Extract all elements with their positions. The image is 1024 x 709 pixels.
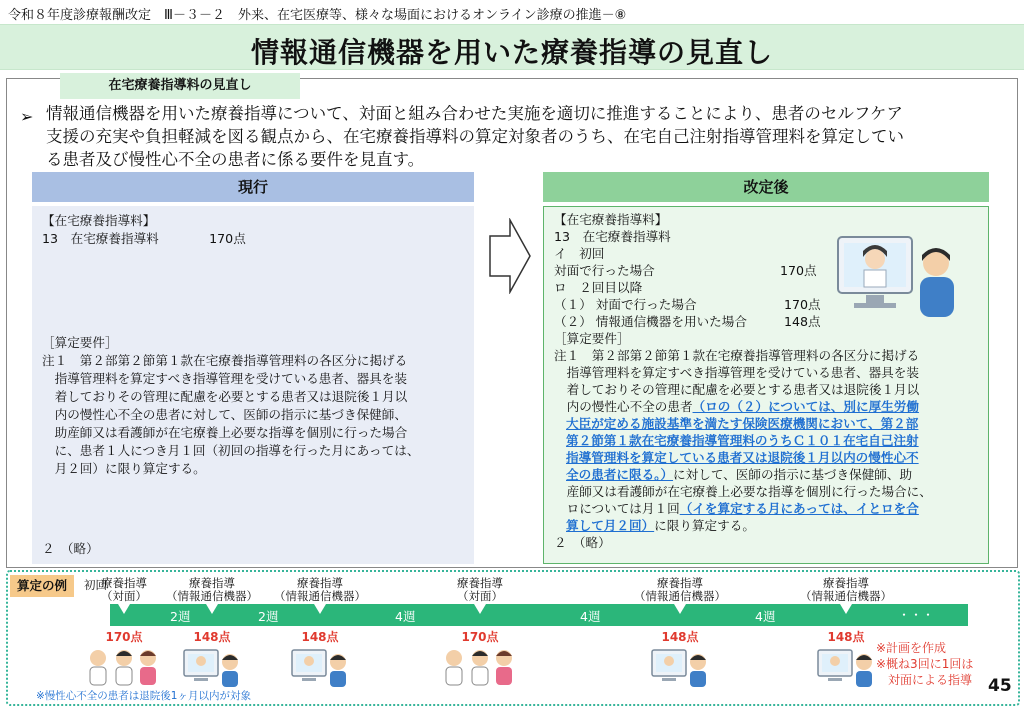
stop-marker xyxy=(314,604,326,614)
revised-line: 着しておりその管理に配慮を必要とする患者又は退院後１月以 xyxy=(554,382,920,397)
revised-line: （１） 対面で行った場合 xyxy=(554,297,697,312)
stop-label xyxy=(166,577,258,603)
stop-marker xyxy=(474,604,486,614)
revised-points: 170点 xyxy=(780,263,817,278)
revised-line: ２ （略） xyxy=(554,535,611,550)
revised-text: に限り算定する。 xyxy=(654,518,755,533)
current-line: 13 在宅療養指導料 170点 xyxy=(42,231,246,246)
interval-label: 2週 xyxy=(258,609,279,624)
stop-points: 148点 xyxy=(301,630,339,644)
stop-marker xyxy=(118,604,130,614)
current-line: 内の慢性心不全の患者に対して、医師の指示に基づき保健師、 xyxy=(42,407,407,422)
note-heart-failure: ※慢性心不全の患者は退院後1ヶ月以内が対象 xyxy=(36,690,251,702)
stop-points: 170点 xyxy=(105,630,143,644)
revised-line: ロ ２回目以降 xyxy=(554,280,643,295)
page-number: 45 xyxy=(988,676,1012,696)
current-line: 助産師又は看護師が在宅療養上必要な指導を個別に行った場合 xyxy=(42,425,408,440)
stop-type: 療養指導 xyxy=(457,576,503,590)
stop-label xyxy=(274,577,366,603)
current-line: 【在宅療養指導料】 xyxy=(42,213,156,228)
interval-label: 4週 xyxy=(395,609,416,624)
stop-type: 療養指導 xyxy=(101,576,147,590)
page-title: 情報通信機器を用いた療養指導の見直し xyxy=(250,36,773,69)
revised-highlight: 第２節第１款在宅療養指導管理料のうちＣ１０１在宅自己注射 xyxy=(566,433,919,448)
current-line: ［算定要件］ xyxy=(42,335,118,350)
revised-line xyxy=(566,517,755,534)
note-line: ※計画を作成 xyxy=(876,641,947,655)
revised-highlight: 大臣が定める施設基準を満たす保険医療機関において、第２部 xyxy=(566,416,919,431)
stop-mode: （情報通信機器） xyxy=(634,589,726,603)
note-line: 対面による指導 xyxy=(876,673,973,687)
stop-marker xyxy=(674,604,686,614)
stop-points: 148点 xyxy=(827,630,865,644)
intro-paragraph xyxy=(46,102,1006,171)
revised-heading: 改定後 xyxy=(543,172,989,202)
start-label: 初回 xyxy=(84,578,107,592)
revised-line xyxy=(554,500,919,517)
stop-mode: （情報通信機器） xyxy=(274,589,366,603)
interval-label: 4週 xyxy=(755,609,776,624)
revised-panel xyxy=(543,206,989,564)
stop-type: 療養指導 xyxy=(657,576,703,590)
revised-line: 産師又は看護師が在宅療養上必要な指導を個別に行った場合に、 xyxy=(554,484,932,499)
current-line: に、患者１人につき月１回（初回の指導を行った月にあっては、 xyxy=(42,443,420,458)
revised-text: ロについては月１回 xyxy=(554,501,680,516)
slide-caption: 令和８年度診療報酬改定 Ⅲ－３－２ 外来、在宅医療等、様々な場面におけるオンライン診療の推進－⑧ xyxy=(8,8,627,23)
interval-label: 4週 xyxy=(580,609,601,624)
current-panel xyxy=(32,206,474,564)
revised-line: 注１ 第２部第２節第１款在宅療養指導管理料の各区分に掲げる xyxy=(554,348,920,363)
revised-line: ［算定要件］ xyxy=(554,331,630,346)
online-visit-illustration xyxy=(816,646,876,688)
stop-marker xyxy=(840,604,852,614)
stop-label xyxy=(457,577,503,603)
current-line: 指導管理料を算定すべき指導管理を受けている患者、器具を装 xyxy=(42,371,407,386)
online-visit-illustration xyxy=(182,646,242,688)
stop-points: 148点 xyxy=(193,630,231,644)
current-line: 注１ 第２部第２節第１款在宅療養指導管理料の各区分に掲げる xyxy=(42,353,408,368)
current-heading: 現行 xyxy=(32,172,474,202)
current-line: 月２回）に限り算定する。 xyxy=(42,461,206,476)
example-tag: 算定の例 xyxy=(10,575,74,597)
revised-highlight: 算して月２回） xyxy=(566,518,655,533)
revised-highlight: （イを算定する月にあっては、イとロを合 xyxy=(679,501,919,516)
revised-text: 内の慢性心不全の患者 xyxy=(554,399,693,414)
stop-mode: （情報通信機器） xyxy=(800,589,892,603)
intro-line: 支援の充実や負担軽減を図る観点から、在宅療養指導料の算定対象者のうち、在宅自己注射指導管理料を算定してい xyxy=(46,127,904,146)
current-line: 着しておりその管理に配慮を必要とする患者又は退院後１月以 xyxy=(42,389,408,404)
stop-marker xyxy=(206,604,218,614)
stop-label xyxy=(634,577,726,603)
revised-line: 【在宅療養指導料】 xyxy=(554,212,668,227)
right-arrow-icon xyxy=(488,218,532,294)
revised-highlight: 全の患者に限る。） xyxy=(566,467,674,482)
online-visit-illustration xyxy=(650,646,710,688)
online-visit-illustration xyxy=(290,646,350,688)
stop-mode: （情報通信機器） xyxy=(166,589,258,603)
note-line: ※概ね3回に1回は xyxy=(876,657,974,671)
revised-line: 13 在宅療養指導料 xyxy=(554,229,671,244)
in-person-visit-illustration xyxy=(84,646,164,688)
revised-points: 170点 xyxy=(784,297,821,312)
bullet-icon: ➢ xyxy=(20,107,34,126)
current-line: ２ （略） xyxy=(42,541,99,556)
revised-highlight: 指導管理料を算定している患者又は退院後１月以内の慢性心不 xyxy=(566,450,919,465)
stop-mode: （対面） xyxy=(101,589,147,603)
stop-mode: （対面） xyxy=(457,589,503,603)
revised-line: 指導管理料を算定すべき指導管理を受けている患者、器具を装 xyxy=(554,365,919,380)
stop-type: 療養指導 xyxy=(297,576,343,590)
note-plan xyxy=(876,640,973,688)
timeline-ellipsis: ・・・ xyxy=(898,608,935,622)
revised-line: イ 初回 xyxy=(554,246,605,261)
stop-label xyxy=(101,577,147,603)
intro-line: 情報通信機器を用いた療養指導について、対面と組み合わせた実施を適切に推進することにより、患者のセルフケア xyxy=(46,104,903,123)
interval-label: 2週 xyxy=(170,609,191,624)
revised-text: に対して、医師の指示に基づき保健師、助 xyxy=(673,467,913,482)
intro-line: る患者及び慢性心不全の患者に係る要件を見直す。 xyxy=(46,150,425,169)
section-tag: 在宅療養指導料の見直し xyxy=(60,73,300,99)
stop-type: 療養指導 xyxy=(823,576,869,590)
stop-label xyxy=(800,577,892,603)
stop-type: 療養指導 xyxy=(189,576,235,590)
revised-line: 対面で行った場合 xyxy=(554,263,655,278)
revised-line: （２） 情報通信機器を用いた場合 xyxy=(554,314,747,329)
revised-line xyxy=(566,466,912,483)
revised-highlight: （ロの（２）については、別に厚生労働 xyxy=(692,399,919,414)
stop-points: 148点 xyxy=(661,630,699,644)
revised-points: 148点 xyxy=(784,314,821,329)
stop-points: 170点 xyxy=(461,630,499,644)
title-band xyxy=(0,24,1024,70)
in-person-visit-illustration xyxy=(440,646,520,688)
revised-line xyxy=(554,398,919,415)
online-consultation-illustration xyxy=(836,233,962,321)
